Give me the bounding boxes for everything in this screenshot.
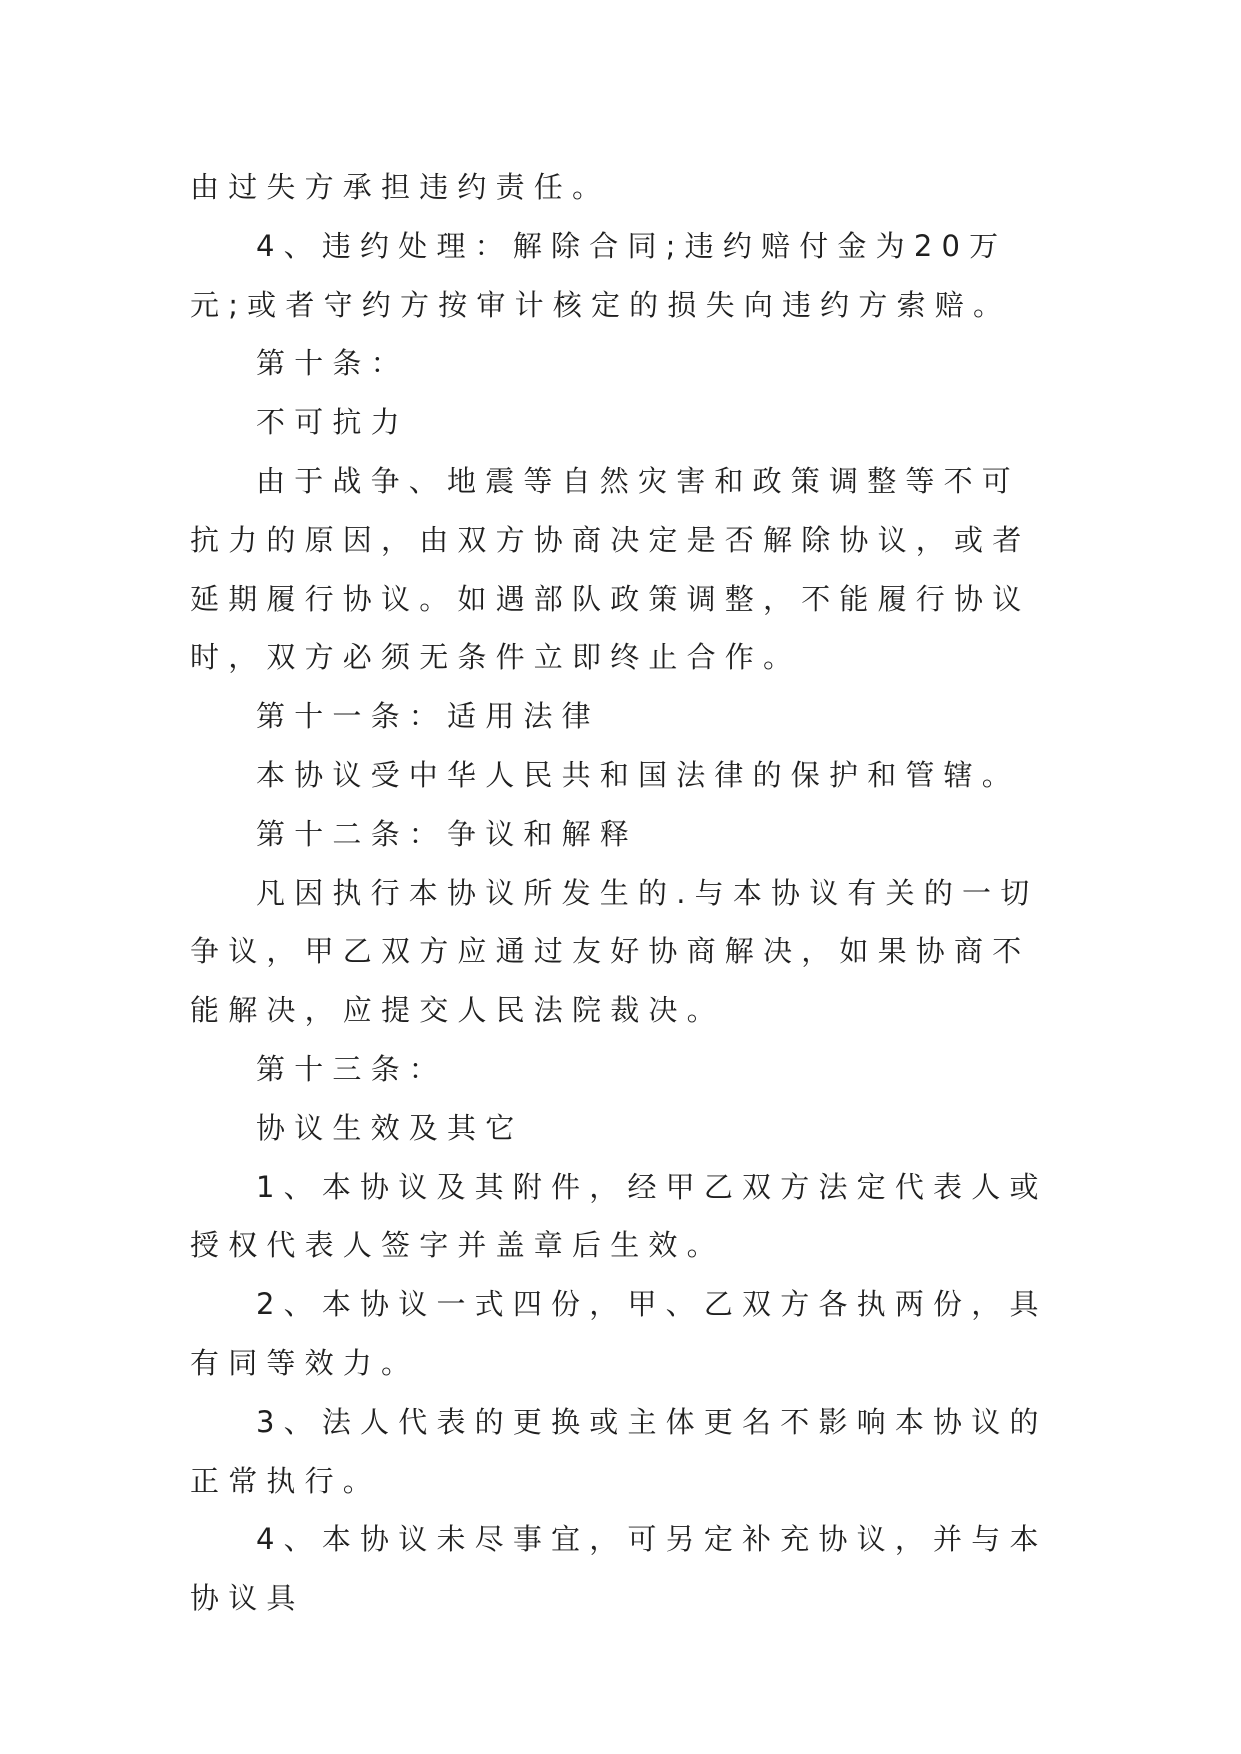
article-13-title: 协议生效及其它 <box>256 1110 524 1145</box>
document-body <box>190 158 1056 1628</box>
article-13-heading: 第十三条： <box>256 1051 448 1086</box>
paragraph-effectiveness-3: 3、法人代表的更换或主体更名不影响本协议的正常执行。 <box>190 1404 1048 1498</box>
paragraph-governing-law: 本协议受中华人民共和国法律的保护和管辖。 <box>256 757 1021 792</box>
paragraph-dispute-resolution: 凡因执行本协议所发生的.与本协议有关的一切争议，甲乙双方应通过友好协商解决，如果协商不能解决，应提交人民法院裁决。 <box>190 875 1039 1028</box>
article-12-heading: 第十二条：争议和解释 <box>256 816 639 851</box>
article-11-heading: 第十一条：适用法律 <box>256 699 600 734</box>
paragraph-effectiveness-4: 4、本协议未尽事宜，可另定补充协议，并与本协议具 <box>190 1522 1048 1616</box>
article-10-title: 不可抗力 <box>256 405 409 440</box>
article-10-heading: 第十条： <box>256 346 409 381</box>
paragraph-force-majeure: 由于战争、地震等自然灾害和政策调整等不可抗力的原因，由双方协商决定是否解除协议，或者延期履行协议。如遇部队政策调整，不能履行协议时，双方必须无条件立即终止合作。 <box>190 463 1031 675</box>
paragraph-effectiveness-1: 1、本协议及其附件，经甲乙双方法定代表人或授权代表人签字并盖章后生效。 <box>190 1169 1048 1263</box>
paragraph-breach-handling: 4、违约处理：解除合同;违约赔付金为20万元;或者守约方按审计核定的损失向违约方索赔。 <box>190 228 1012 322</box>
paragraph-effectiveness-2: 2、本协议一式四份，甲、乙双方各执两份，具有同等效力。 <box>190 1287 1048 1380</box>
paragraph-liability-continued: 由过失方承担违约责任。 <box>190 170 611 204</box>
